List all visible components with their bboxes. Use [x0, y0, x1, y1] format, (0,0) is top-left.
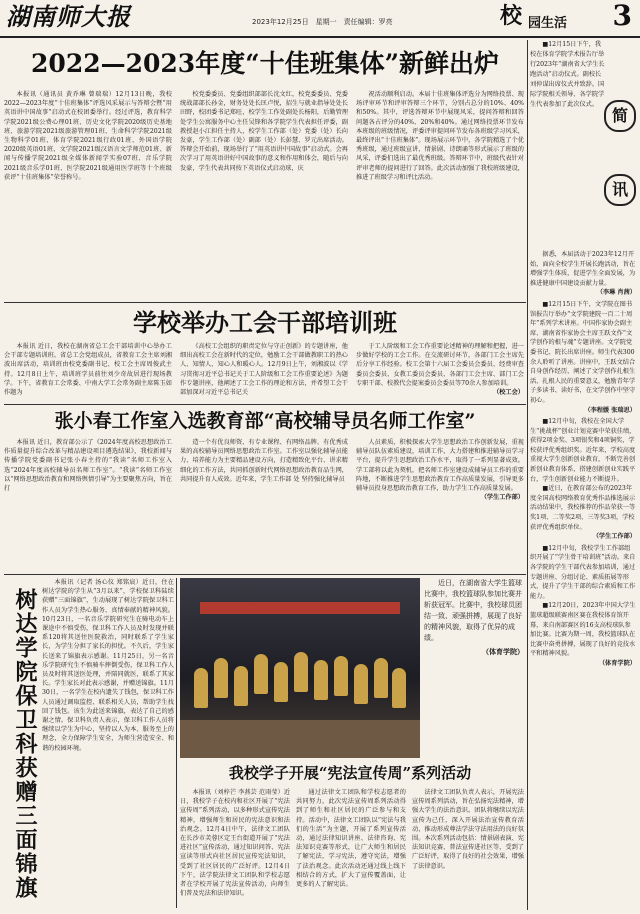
- divider: [4, 574, 526, 575]
- photo-person: [392, 668, 406, 708]
- photo-person: [254, 654, 268, 694]
- photo-person: [234, 666, 248, 706]
- article-6-col-3: 法律文工团队负责人表示，开展宪法宣传周系列活动，旨在弘扬宪法精神，增强大学生的法治意识。团队将继续以宪法宣传为己任，深入开展法治宣传教育活动，推动形成尊法学法守法用法的良好氛围。本次系列活动包括：情景剧表演、宪法知识竞赛、普法宣传进社区等，受到了广泛好评，取得了良好的社会效果，增强了法律意识。: [412, 789, 524, 870]
- section-name: [500, 2, 612, 30]
- article-3-headline: 张小春工作室入选教育部“高校辅导员名师工作室”: [54, 410, 476, 432]
- photo-person: [194, 668, 208, 708]
- brief-badge-xun: 讯: [604, 174, 636, 206]
- photo-person: [374, 658, 388, 698]
- article-6-col-1: 本报讯（刘梓芒 李燕芸 范雨莹）近日，我校学子在校内和社区开展了“宪法宣传周”系列活动，以多种形式宣传宪法精神，增强师生和居民的宪法意识和法治观念。12月4日中午，法律文工团队在长沙市芙蓉区定王台街道开展了“宪法进社区”宣传活动，通过知识问答、宪法宣读等形式向社区居民宣传宪法知识，受到了社区居民的广泛好评。12月4日下午，法学院法律文工团队和学校志愿者在学校开展了宪法宣传活动，向师生们普及宪法和法律知识。: [180, 789, 290, 898]
- brief-credit: （体育学院）: [598, 659, 636, 667]
- newspaper-title: 湖南师大报: [6, 2, 131, 31]
- photo-floor: [180, 720, 420, 758]
- brief-list: [530, 250, 636, 910]
- vertical-divider: [176, 578, 177, 908]
- photo-person: [314, 660, 328, 700]
- section-name-rest: 园生活: [528, 16, 568, 31]
- brief-item: ■12月20日，2023年中国大学生篮球超级联赛南区赛在我校体育馆开幕，来自南部赛区的16支高校球队参加比赛。比赛为期一周，我校篮球队在比赛中奋勇拼搏，展现了良好的竞技水平和精神风貌。: [530, 602, 636, 658]
- article-2-credit: （校工会）: [493, 389, 524, 397]
- article-2-col-1: 本报讯 近日，我校在湖南省总工会干部培训中心举办工会干部专题培训班。省总工会党组成员，省教育工会主席刘湘波出席活动，培训班由校党委副书记、校工会主席周俊武主持。12月8日上午，培训班学员前往刘少奇故居进行现场教学。下午，省教育工会常委、中南大学工会常务副主席陈玉如作题为: [4, 343, 172, 397]
- photo-team-group: [194, 648, 406, 728]
- photo-credit: （体育学院）: [482, 647, 524, 656]
- article-4-body: 本报讯（记者 汤心仪 郑铭宸）近日，住在树达学院的学生从“3月以来”，学校保卫科陆续获赠“三面锦旗”，生动展现了树达学院保卫科工作人员为学生热心服务、真情奉献的精神风貌。10月23日，一名音乐学院研究生在骑电动车上课途中不慎受伤，保卫科工作人员及时发现并联系120将其送往医院救治，同时联系了学生家长，为学生分担了家长的担忧。不久后，学生家长送来了锦旗表示感谢。11月25日，另一名音乐学院研究生不慎骑车摔倒受伤，保卫科工作人员及时将其送医处理，并陪同就医，联系了其家长。学生家长对此表示感谢，并赠送锦旗。11月30日，一名学生在校内遗失了钱包，保卫科工作人员通过调取监控、联系相关人员，帮助学生找回了钱包。该生为此送来锦旗，表达了自己的感谢之情。保卫科负责人表示，保卫科工作人员将继续以学生为中心，坚持以人为本、服务至上的理念，全力保障学生安全，为师生营造安全、和谐的校园环境。: [42, 579, 174, 752]
- photo-person: [354, 664, 368, 704]
- article-3-col-3: 人员素质，积极探索大学生思想政治工作创新发展，重视辅导员队伍素质建设，培训工作，大力搭建和推进辅导员学习平台，提升学生思想政治工作水平，取得了一系列显著成效。学工部将以此为契机，把名师工作室建设成辅导员工作的重要阵地，不断推进学生思想政治教育工作高质量发展，引导更多辅导员投身思想政治教育工作，助力学生工作高质量发展。 （学生工作部）: [356, 439, 524, 502]
- brief-item: 据悉，本届活动于2023年12月开始，面向全校学生开展长跑活动，旨在增强学生体质，促进学生全面发展，为推进健康中国建设贡献力量。: [530, 251, 636, 287]
- article-4-vertical-headline: 树达学院保卫科获赠三面锦旗: [12, 588, 38, 900]
- article-1-col-2: 校党委委员、党委组织部部长沈文红，校党委委员、党委统战部部长孙金，财务处处长匡卢悦，招生与就业指导处处长田野，校团委书记郑旺，校学生工作处副处长杨阳，后勤管理处学生公寓服务中心主任吴锋和各学院学生代表担任评委，副教授赵小江担任主持人，校学生工作部（处）党委（处）长向发豪，学生工作部（处）副部（处）长彭慧、罗元出席活动。答辩会开始前，现场举行了“用英语讲中国故事”启动式。会再次学习了用英语讲好中国故事的意义和作用和体会，随后与向发豪，学生代表共同按下英语仪式启动球，庆: [180, 91, 348, 172]
- photo-banner: [200, 602, 400, 614]
- brief-credit: （学生工作部）: [592, 533, 636, 541]
- section-name-big-char: 校: [500, 3, 523, 29]
- page-number: 3: [612, 0, 632, 32]
- brief-item: ■12月中旬，我校在全国大学生“挑战杯”创业计划竞赛中荣获佳绩，获得2项金奖、3项银奖和4项铜奖，学校获评优秀组织奖。近年来，学校高度重视大学生创新创业教育，不断完善创新创业教育体系，搭建创新创业实践平台，学生创新创业能力不断提升。: [530, 418, 636, 483]
- article-1-headline: 2022—2023年度“十佳班集体”新鲜出炉: [31, 49, 499, 78]
- divider: [4, 302, 526, 303]
- photo-caption: 近日，在湖南省大学生篮球比赛中，我校篮球队参加比赛并斩获冠军。比赛中，我校球员团结一致、顽强拼搏，展现了良好的精神风貌，取得了优异的成绩。 （体育学院）: [424, 579, 524, 656]
- basketball-team-photo: [180, 578, 420, 758]
- article-3-col-2: 造一个有优良师资、有专业课程、有网络品牌、有优秀成果的高校辅导员网络思想政治工作室。工作室以强化辅导员能力、培养能力为主要精品建设方向，打造精致化平台、讲求精细化的工作方法，共同抓创新时代网络思想政治教育品生网，共同提升育人成效。近年来，学生工作部 处 坚持强化辅导员: [180, 439, 348, 483]
- brief-item: ■近日，在教育部公布的2023年度全国高校网络教育优秀作品推选展示活动结果中，我校推荐的作品荣获一等奖1项、二等奖2项、三等奖3项，学校获评优秀组织单位。: [530, 485, 636, 531]
- masthead: [0, 0, 640, 38]
- sidebar-divider: [527, 40, 528, 910]
- article-2-headline: 学校举办工会干部培训班: [133, 308, 397, 337]
- article-3-col-1: 本报讯 近日，教育部公示了《2024年度高校思想政治工作质量提升综合改革与精品建设项目遴选结果》，我校新闻与传播学院党委副书记张小春主持的“我读”名师工作室入选“2024年度高校辅导员名师工作室”。“我读”名师工作室以“网络思想政治教育和网络舆情引导”为主要聚焦方向，旨在打: [4, 439, 172, 493]
- photo-person: [214, 658, 228, 698]
- brief-credit: （李程媛 张瑞思）: [584, 406, 636, 414]
- article-2-col-3: 于工人阶级和工会工作重要论述精神的理解和把握，进一步做好学校的工会工作。在交流研讨环节，各部门工会主席先后分享工作经验。校工会第十六届工会委员会委员、经费审查委员会委员、女教工委员会委员、各部门工会主席、部门工会专职干部、校教代会提案委员会委员等70余人参加培训。 （校工会）: [356, 343, 524, 397]
- brief-credit: （李琳 肖茜）: [596, 289, 636, 297]
- news-briefs-sidebar: [530, 40, 636, 910]
- article-2-col-2: 《高校工会组织的职责定位与守正创新》的专题讲座，他细出高校工会在新时代的定位，勉励工会干部做教职工的热心人、知情人、知心人和暖心人。12月9日上午，刘湘波以《学习贯彻习近平总书记关于工人阶级和工会工作重要论述》为题作专题讲座，他阐述了工会工作的理论和方法，并希望工会干部加深对习近平总书记关: [180, 343, 348, 397]
- brief-intro: ■12月15日下午，我校在体育学院学术报告厅举行2023年“湖南省大学生长跑活动”启动仪式。副校长刘仲谋出席仪式并致辞。国际学院相关领导、各学院学生代表参加了此次仪式。: [530, 41, 605, 108]
- article-6-headline: 我校学子开展“宪法宣传周”系列活动: [228, 764, 472, 782]
- photo-person: [334, 656, 348, 696]
- article-3-credit: （学生工作部）: [480, 494, 524, 502]
- main-content: [4, 40, 526, 910]
- brief-item: ■12月中旬，我校学生工作部组织开展了“学生骨干培训班”活动。来自各学院的学生干部代表参加培训，通过专题讲座、分组讨论、素质拓展等形式，提升了学生干部的综合素质和工作能力。: [530, 544, 636, 600]
- brief-item: ■12月15日下午，文学院在图书馆报告厅举办“文学院建院一百二十周年”系列学术讲座。中国作家协会副主席、湖南省作家协会主席王跃文作“文学创作的根与魂”专题讲座。文学院党委书记、院长出席讲座。师生代表300余人聆听了讲座。讲座中，王跃文结合自身创作经历，阐述了文学创作扎根生活、扎根人民的重要意义，勉励青年学子多读书、读好书，在文学创作中坚守初心。: [530, 300, 636, 404]
- photo-person: [294, 652, 308, 692]
- article-1-col-3: 祝活动顺利启动。本届十佳班集体评选分为网络投票、现场评审环节和评审答辩三个环节，分别占总分的10%、40%和50%。其中，评选答辩环节中展现风采，提问答辩和回答问题各占评分的40%、20%和40%。通过网络投票环节发布本班级的班级情况，评委评审提问环节发布各班级学习风采，最终评出“十佳班集体”。现场展示环节中，各学院精选了个优秀班级，通过班级宣讲、情景剧、诗朗诵等形式展示了班级的风采，评委们选出了最优秀班级。答辩环节中，班级代表针对评审老师的提问进行了回答。此次活动加强了我校班级建设，推进了班级学习和评比活动。: [356, 91, 524, 181]
- article-1-col-1: 本报讯（通讯员 黄乔琳 曾瑞瑞）12月13日晚，我校2022—2023年度“十佳班集体”评选风采展示与答辩会暨“用英语讲中国故事”启动式在校团委举行。经过评选，教育科学学院2021级公费心理01班、历史文化学院2020级历史基地班、旅游学院2021级旅游管理01班、生命科学学院2021级生物科学01班、体育学院2021级行政01班、外国语学院2020级英语01班、文学院2021级汉语言文学师范01班、新闻与传播学院2021级全媒体新闻学实验07班、音乐学院2021级音乐学01班、医学院2021级通用医学班等十个班级获评“十佳班集体”荣誉称号。: [4, 91, 172, 181]
- divider: [4, 404, 526, 405]
- article-6-col-2: 通过法律文工团队和学校志愿者的共同努力，此次宪法宣传周系列活动得到了师生和社区居民的广泛参与和支持。活动中，法律文工团队以“宪法与我们的生活”为主题，开展了系列宣传活动，通过法律知识讲座、法律咨询、宪法知识竞赛等形式，让广大师生和居民了解宪法，学习宪法，遵守宪法，增强了法治观念。此次活动还通过线上线下相结合的方式，扩大了宣传覆盖面，让更多的人了解宪法。: [296, 789, 406, 889]
- photo-person: [274, 662, 288, 702]
- brief-badge-jian: 简: [604, 100, 636, 132]
- date-editor-line: 2023年12月25日 星期一 责任编辑：罗亮: [252, 18, 393, 26]
